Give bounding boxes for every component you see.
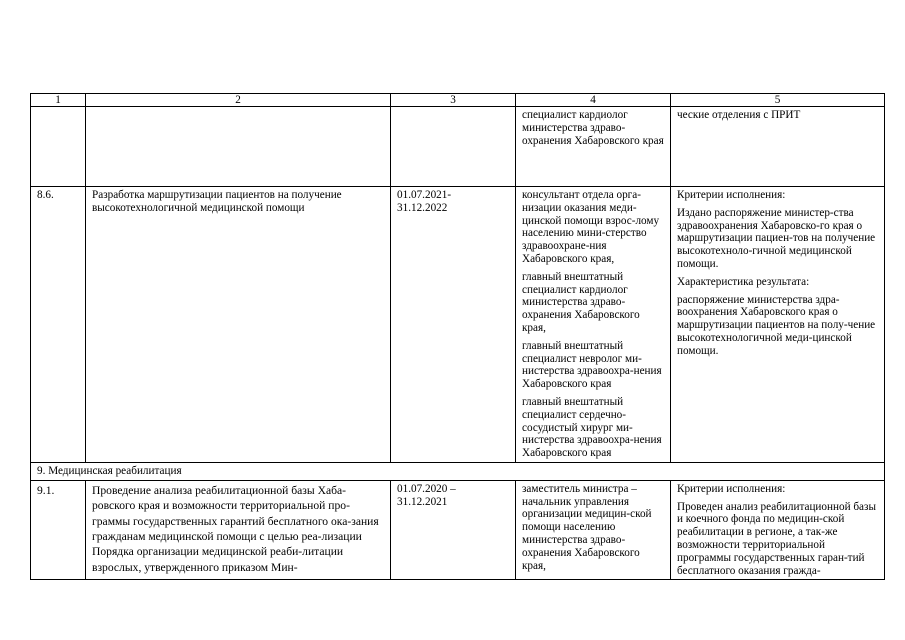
table-row-8-6 [31,187,885,463]
result-text: ческие отделения с ПРИТ [677,109,801,121]
measure-title: Разработка маршрутизации пациентов на получение высокотехнологичной медицинской помощи [86,187,391,463]
criteria-heading: Критерии исполнения: [677,189,786,201]
result-heading: Характеристика результата: [677,275,810,288]
criteria-heading: Критерии исполнения: [677,482,786,495]
table-row-9-1 [31,480,885,580]
row-number [31,107,86,187]
responsible-text: заместитель министра – начальник управления организации медицин-ской помощи населению министерства здраво-охранения Хабаровского края, [522,482,652,572]
measure-title [86,107,391,187]
result-cell [671,187,885,463]
responsible-cell [516,107,671,187]
result-text: распоряжение министерства здра-воохранения Хабаровского края о маршрутизации пациентов на полу-чение высокотехнологичной меди-цинской помощи. [677,293,876,357]
column-number: 3 [391,94,516,107]
result-cell [671,480,885,580]
measure-dates [391,107,516,187]
criteria-text: Издано распоряжение министер-ства здравоохранения Хабаровско-го края о маршрутизации пациен-тов на получение высокотехноло-гичной медицинской помощи. [677,206,876,270]
row-number: 9.1. [31,480,86,580]
column-number: 4 [516,94,671,107]
measure-dates: 01.07.2020 – 31.12.2021 [391,480,516,580]
column-number-row [31,94,885,107]
measure-title: Проведение анализа реабилитационной базы Хаба-ровского края и возможности территориальной про-граммы государственных гарантий бесплатного ока-зания гражданам медицинской помощи с целью реа-лизации Порядка организации медицинской реаби-литации взрослых, утвержденного приказом Мин- [86,480,391,580]
responsible-text: главный внештатный специалист невролог ми-нистерства здравоохра-нения Хабаровского края [522,339,662,391]
result-cell [671,107,885,187]
column-number: 5 [671,94,885,107]
responsible-cell [516,187,671,463]
criteria-text: Проведен анализ реабилитационной базы и коечного фонда по медицин-ской реабилитации в регионе, а так-же возможности территориальной программы государственных гаран-тий бесплатного оказания гражда- [677,500,876,577]
section-row [31,462,885,480]
section-heading: 9. Медицинская реабилитация [31,462,885,480]
responsible-text: главный внештатный специалист кардиолог министерства здраво-охранения Хабаровского края, [522,270,640,334]
measure-dates: 01.07.2021- 31.12.2022 [391,187,516,463]
table-row-continued [31,107,885,187]
responsible-cell [516,480,671,580]
column-number: 1 [31,94,86,107]
responsible-text: консультант отдела орга-низации оказания меди-цинской помощи взрос-лому населению мини-стерство здравоохране-ния Хабаровского края, [522,189,660,265]
row-number: 8.6. [31,187,86,463]
column-number: 2 [86,94,391,107]
document-table [30,93,885,580]
responsible-text: специалист кардиолог министерства здраво-охранения Хабаровского края [522,109,664,147]
responsible-text: главный внештатный специалист сердечно-сосудистый хирург ми-нистерства здравоохра-нения Хабаровского края [522,395,662,460]
